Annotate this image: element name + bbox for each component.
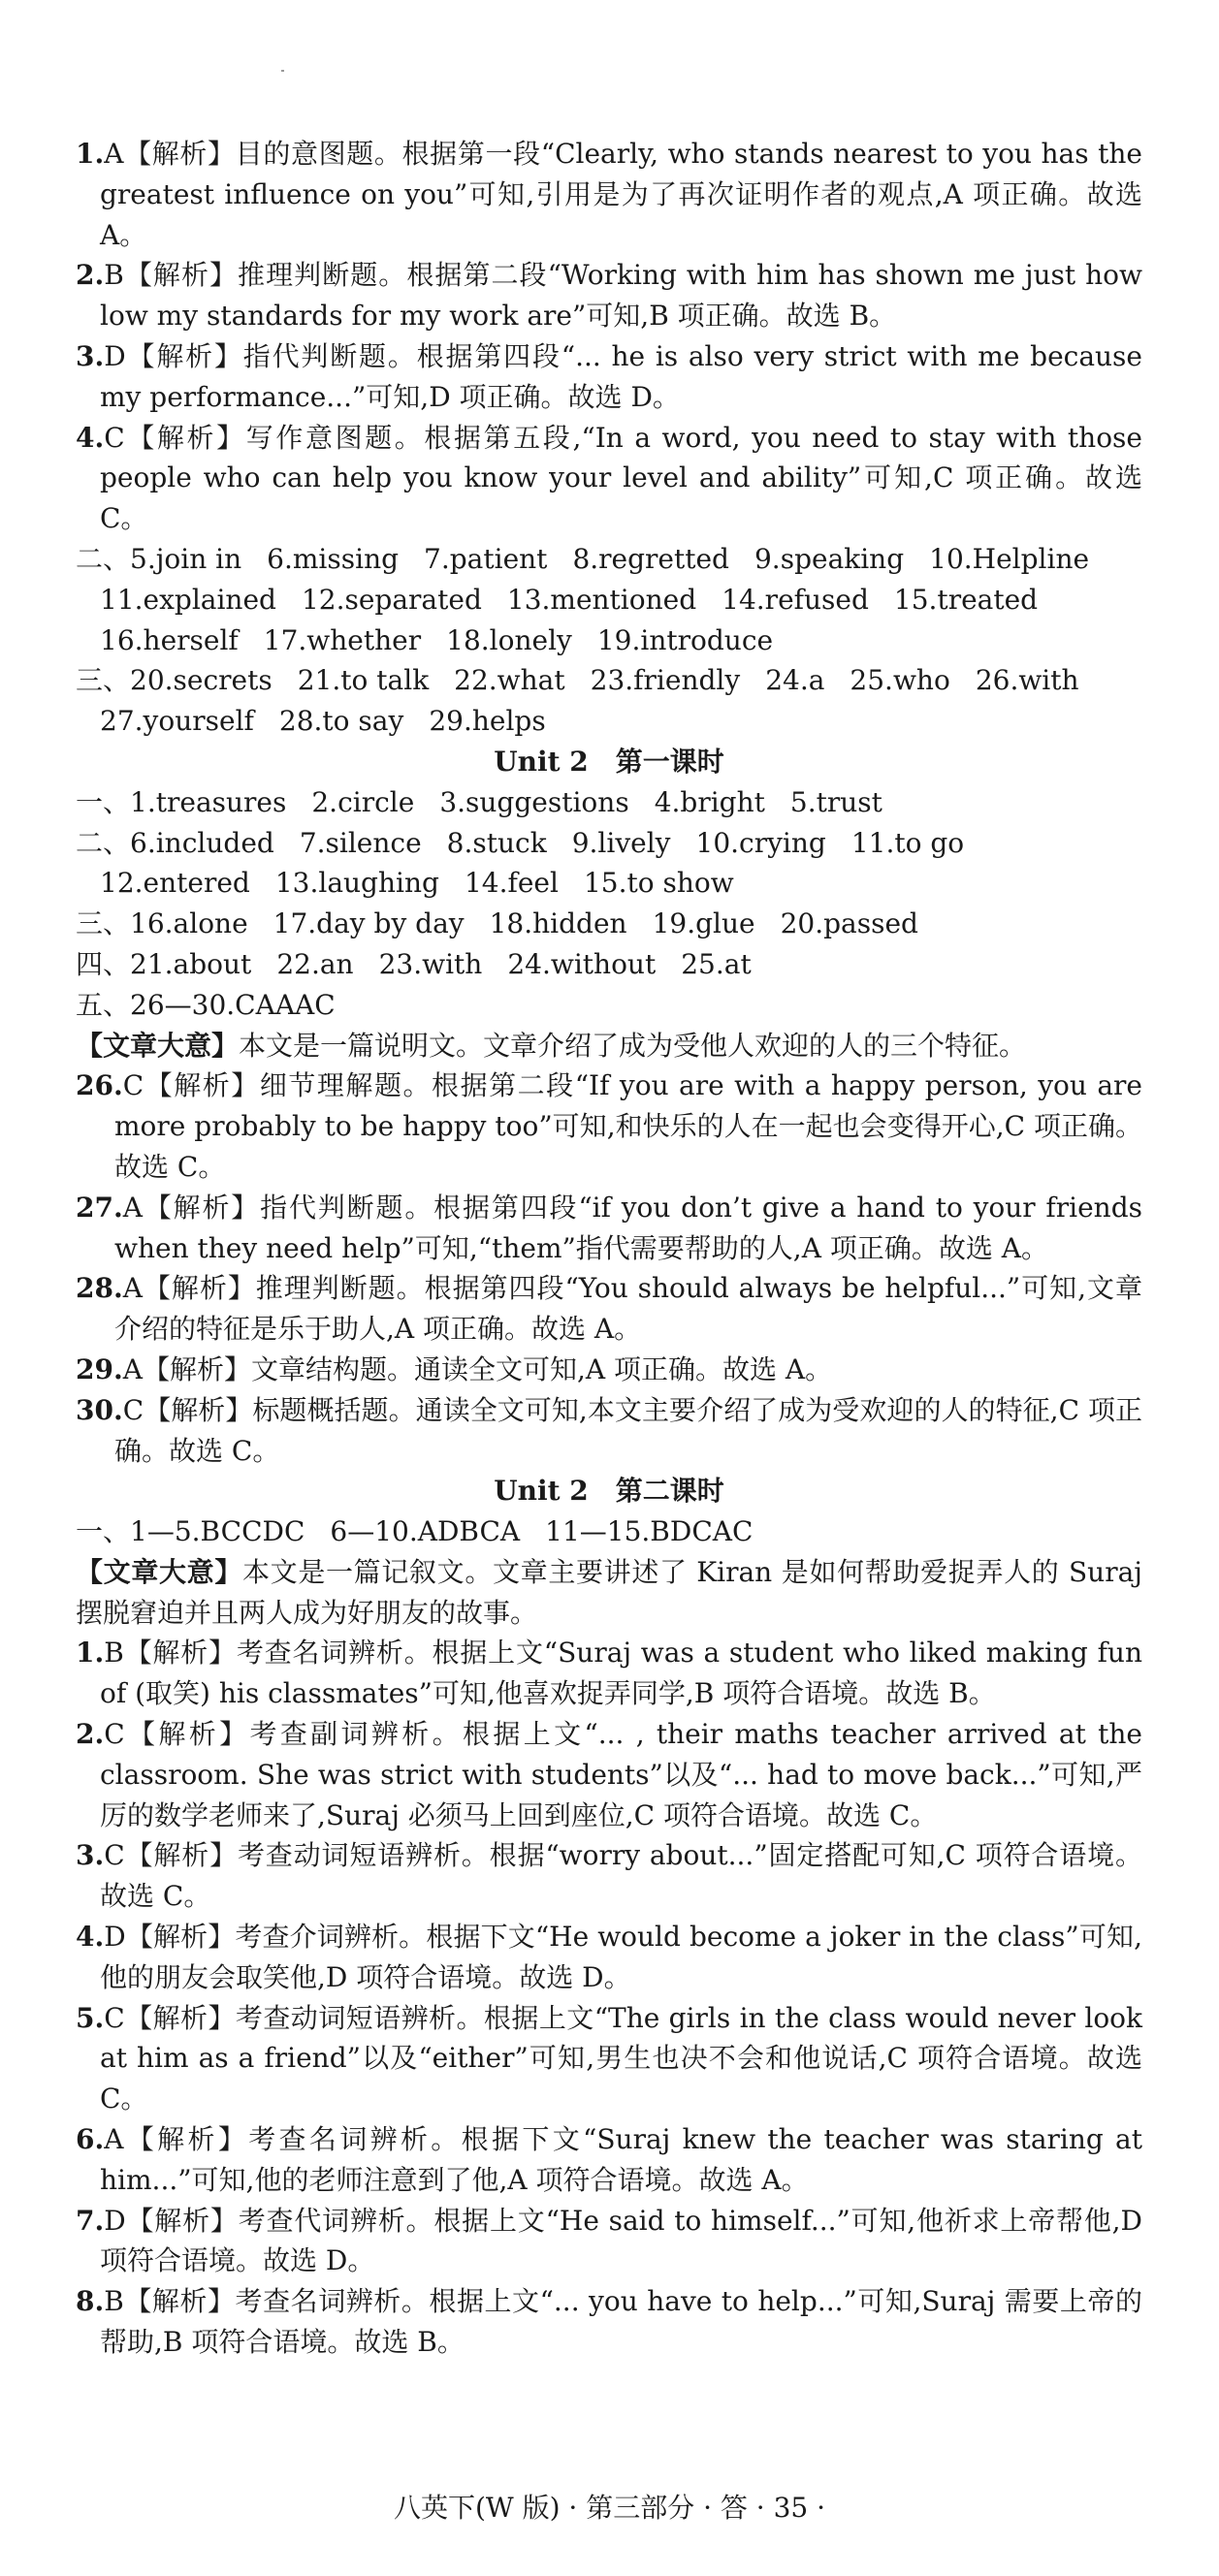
answer-item: 1.B【解析】考查名词辨析。根据上文“Suraj was a student who liked making fun of (取笑) his classmates”可知,他喜欢捉弄同学,B 项符合语境。故选 B。: [76, 1637, 1142, 1710]
section-title: Unit 2 第一课时: [494, 745, 724, 778]
answer-item: 1.A【解析】目的意图题。根据第一段“Clearly, who stands nearest to you has the greatest influence on you”可知,引用是为了再次证明作者的观点,A 项正确。故选 A。: [76, 138, 1142, 251]
word-row: 12.entered 13.laughing 14.feel 15.to show: [100, 867, 734, 900]
answer-content: [76, 134, 1142, 2363]
answer-item: 3.D【解析】指代判断题。根据第四段“... he is also very strict with me because my performance...”可知,D 项正确。故选 D。: [76, 339, 1142, 413]
page-footer: 八英下(W 版) · 第三部分 · 答 · 35 ·: [393, 2492, 826, 2524]
word-row: 一、1.treasures 2.circle 3.suggestions 4.bright 5.trust: [76, 785, 882, 818]
word-row: 27.yourself 28.to say 29.helps: [100, 705, 546, 738]
article-summary: 【文章大意】本文是一篇说明文。文章介绍了成为受他人欢迎的人的三个特征。: [76, 1029, 1027, 1062]
answer-item: 7.D【解析】考查代词辨析。根据上文“He said to himself...”可知,他祈求上帝帮他,D 项符合语境。故选 D。: [76, 2204, 1142, 2277]
answer-item: 5.C【解析】考查动词短语辨析。根据上文“The girls in the class would never look at him as a friend”以及“either”可知,男生也决不会和他说话,C 项符合语境。故选 C。: [76, 2001, 1142, 2115]
answer-item: 2.C【解析】考查副词辨析。根据上文“... , their maths teacher arrived at the classroom. She was strict with students”以及“... had to move back...”可知,严厉的数学老师来了,Suraj 必须马上回到座位,C 项符合语境。故选 C。: [76, 1718, 1142, 1831]
word-row: 11.explained 12.separated 13.mentioned 14.refused 15.treated: [100, 583, 1039, 616]
answer-item: 6.A【解析】考查名词辨析。根据下文“Suraj knew the teacher was staring at him...”可知,他的老师注意到了他,A 项符合语境。故选 A。: [76, 2123, 1142, 2196]
answer-item: 30.C【解析】标题概括题。通读全文可知,本文主要介绍了成为受欢迎的人的特征,C 项正确。故选 C。: [76, 1393, 1142, 1467]
word-row: 二、6.included 7.silence 8.stuck 9.lively 10.crying 11.to go: [76, 826, 965, 859]
answer-item: 8.B【解析】考查名词辨析。根据上文“... you have to help...”可知,Suraj 需要上帝的帮助,B 项符合语境。故选 B。: [76, 2285, 1142, 2359]
word-row: 三、20.secrets 21.to talk 22.what 23.friendly 24.a 25.who 26.with: [76, 664, 1079, 697]
word-row: 三、16.alone 17.day by day 18.hidden 19.glue 20.passed: [76, 907, 918, 940]
article-summary: 【文章大意】本文是一篇记叙文。文章主要讲述了 Kiran 是如何帮助爱捉弄人的 Suraj 摆脱窘迫并且两人成为好朋友的故事。: [76, 1555, 1142, 1629]
answer-item: 4.C【解析】写作意图题。根据第五段,“In a word, you need to stay with those people who can help you know your level and ability”可知,C 项正确。故选 C。: [76, 421, 1142, 535]
answer-item: 29.A【解析】文章结构题。通读全文可知,A 项正确。故选 A。: [76, 1352, 833, 1385]
answer-item: 4.D【解析】考查介词辨析。根据下文“He would become a joker in the class”可知,他的朋友会取笑他,D 项符合语境。故选 D。: [76, 1921, 1142, 1993]
answer-item: 3.C【解析】考查动词短语辨析。根据“worry about...”固定搭配可知,C 项符合语境。故选 C。: [76, 1839, 1142, 1913]
scan-mark: [281, 70, 284, 72]
answer-item: 2.B【解析】推理判断题。根据第二段“Working with him has shown me just how low my standards for my work are”可知,B 项正确。故选 B。: [76, 259, 1142, 333]
word-row: 四、21.about 22.an 23.with 24.without 25.at: [76, 947, 752, 980]
answer-item: 27.A【解析】指代判断题。根据第四段“if you don’t give a hand to your friends when they need help”可知,“them”指代需要帮助的人,A 项正确。故选 A。: [76, 1191, 1142, 1264]
word-row: 二、5.join in 6.missing 7.patient 8.regretted 9.speaking 10.Helpline: [76, 542, 1090, 575]
answer-item: 28.A【解析】推理判断题。根据第四段“You should always be helpful...”可知,文章介绍的特征是乐于助人,A 项正确。故选 A。: [76, 1272, 1142, 1346]
section-title: Unit 2 第二课时: [494, 1475, 724, 1508]
word-row: 五、26—30.CAAAC: [76, 988, 336, 1021]
word-row: 一、1—5.BCCDC 6—10.ADBCA 11—15.BDCAC: [76, 1515, 754, 1548]
answer-item: 26.C【解析】细节理解题。根据第二段“If you are with a happy person, you are more probably to be happy too”可知,和快乐的人在一起也会变得开心,C 项正确。故选 C。: [76, 1069, 1142, 1183]
word-row: 16.herself 17.whether 18.lonely 19.introduce: [100, 623, 774, 656]
